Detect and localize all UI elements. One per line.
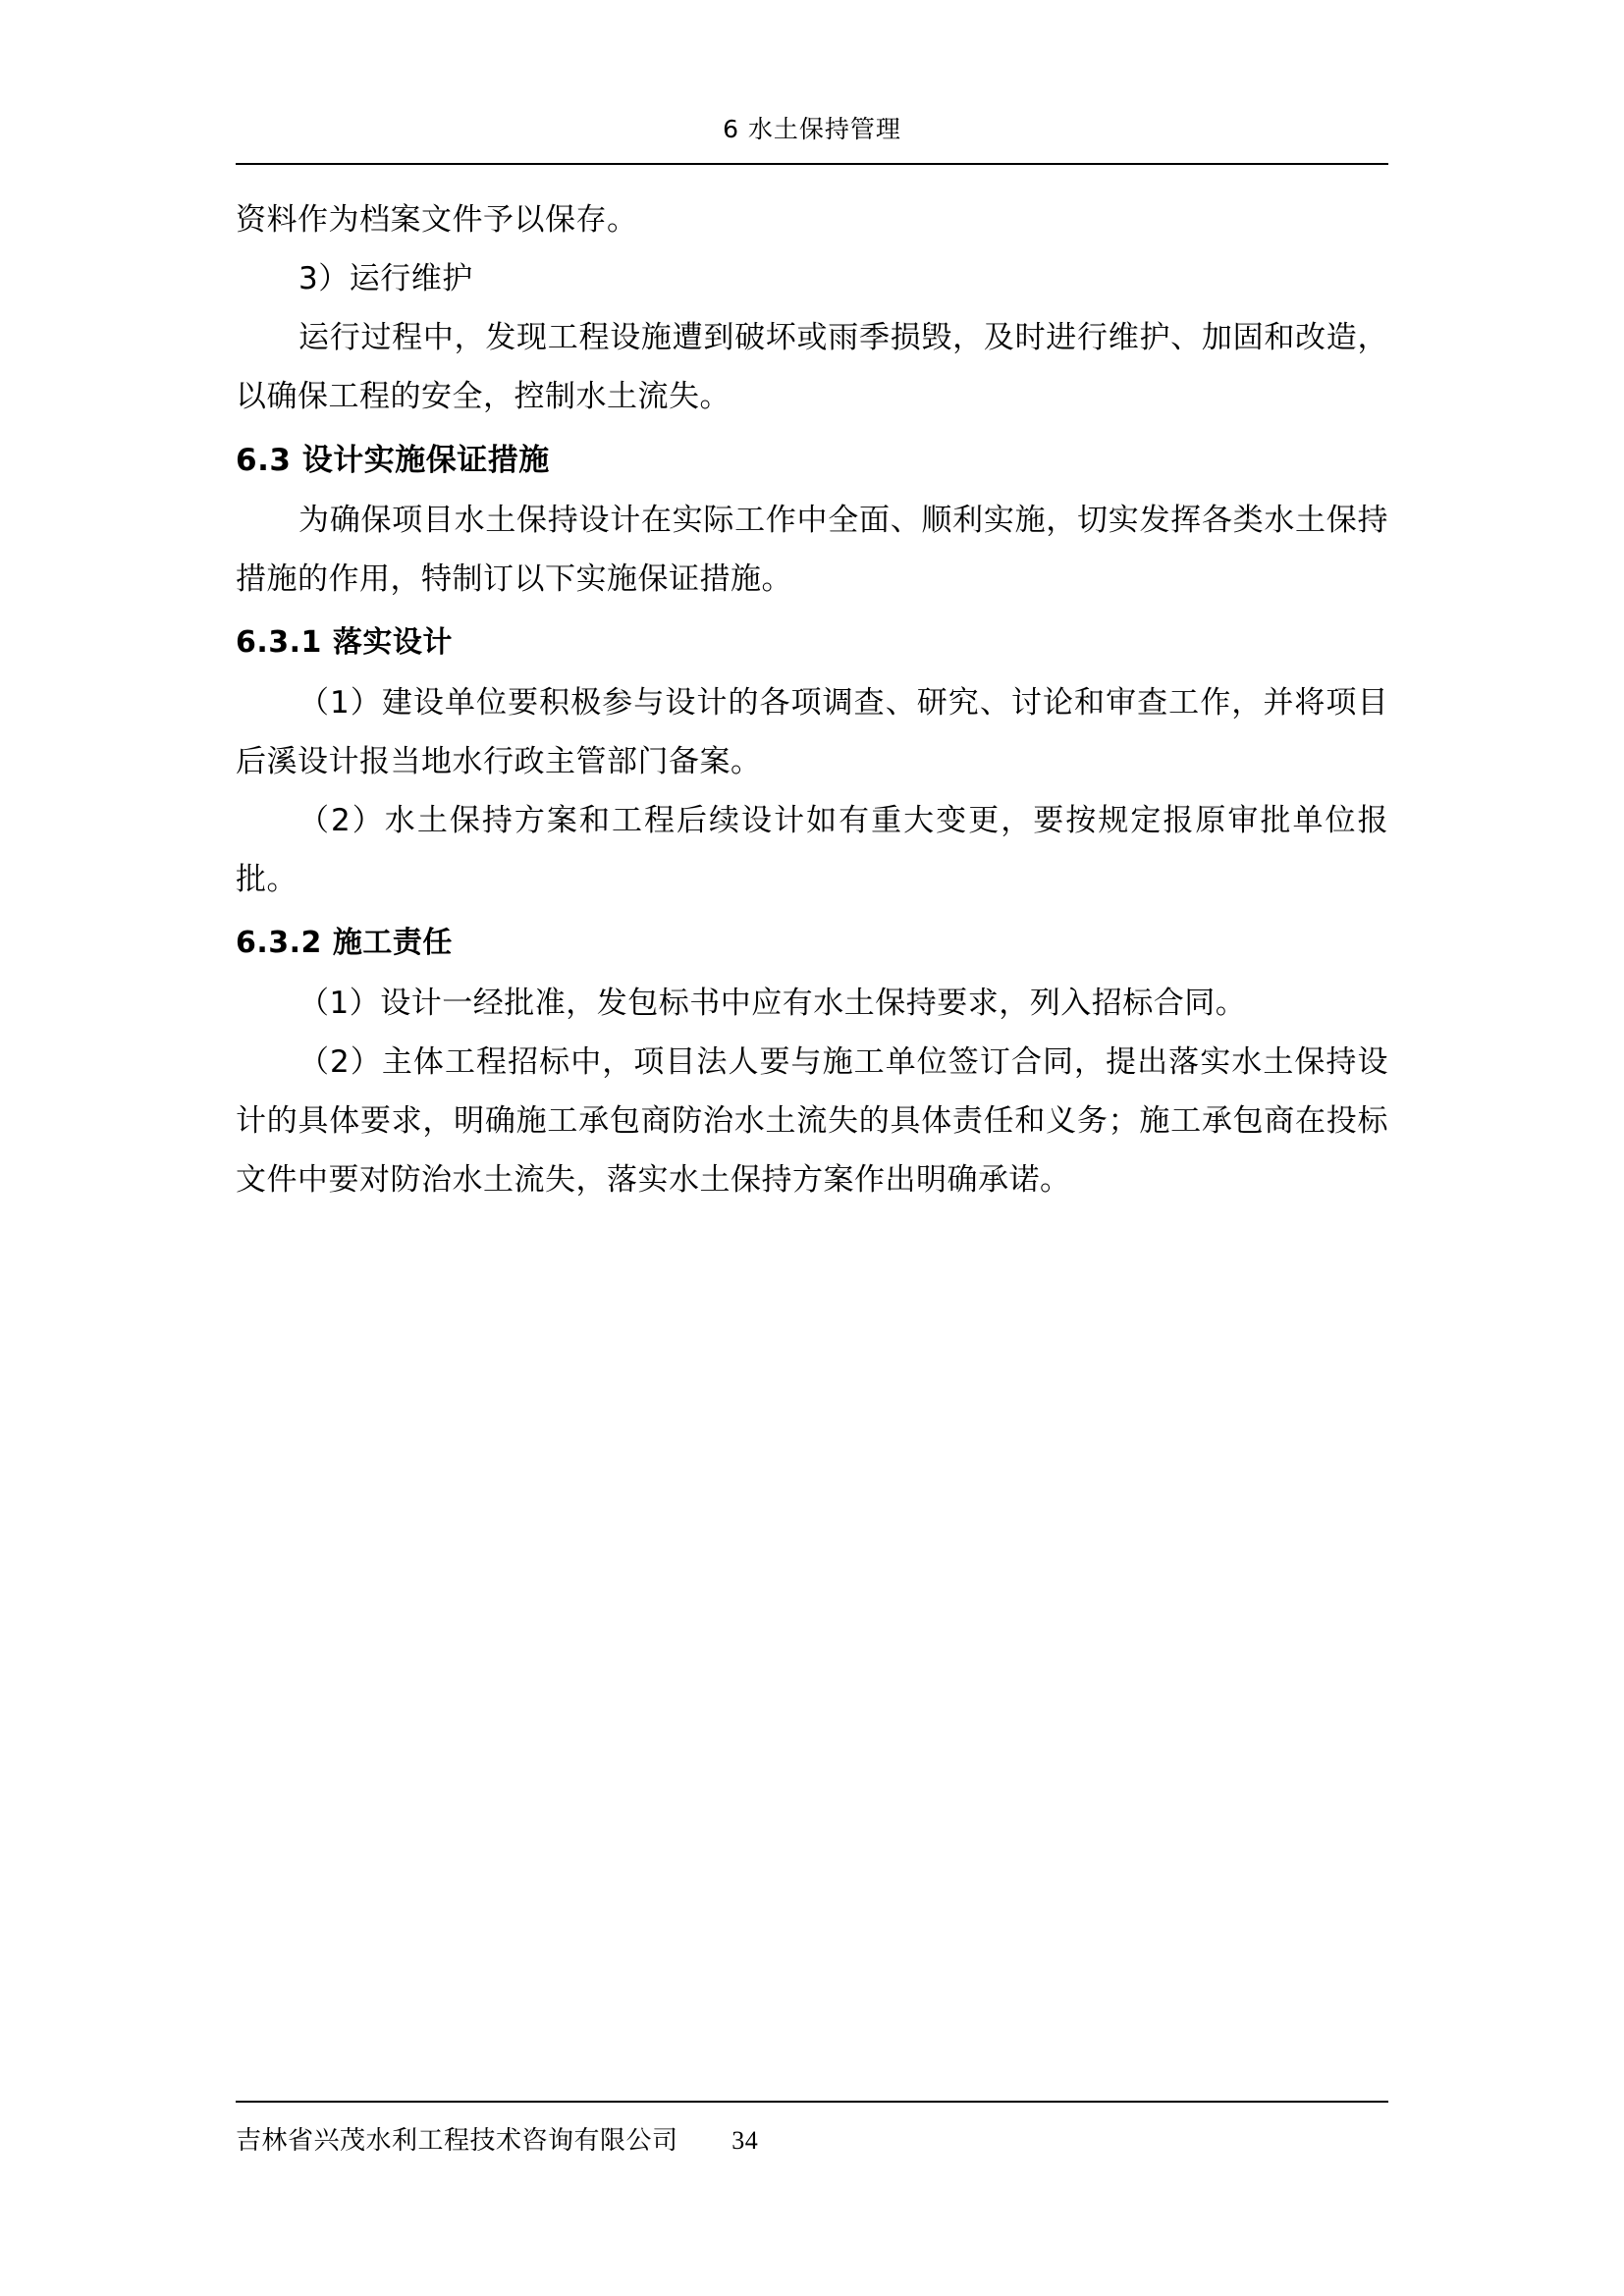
paragraph: （2）水土保持方案和工程后续设计如有重大变更，要按规定报原审批单位报批。 — [236, 803, 1388, 897]
paragraph: 3）运行维护 — [298, 261, 473, 296]
footer-divider — [236, 2101, 1388, 2103]
running-title: 6 水土保持管理 — [723, 115, 901, 143]
paragraph: （1）设计一经批准，发包标书中应有水土保持要求，列入招标合同。 — [298, 986, 1247, 1021]
paragraph: （2）主体工程招标中，项目法人要与施工单位签订合同，提出落实水土保持设计的具体要求，明确施工承包商防治水土流失的具体责任和义务；施工承包商在投标文件中要对防治水土流失，落实水土保持方案作出明确承诺。 — [236, 1044, 1388, 1198]
footer-company: 吉林省兴茂水利工程技术咨询有限公司 — [236, 2126, 678, 2156]
page-footer — [236, 2101, 1388, 2157]
section-heading-6-3: 6.3 设计实施保证措施 — [236, 443, 550, 478]
paragraph: （1）建设单位要积极参与设计的各项调查、研究、讨论和审查工作，并将项目后溪设计报当地水行政主管部门备案。 — [236, 685, 1388, 779]
section-heading-6-3-1: 6.3.1 落实设计 — [236, 625, 453, 660]
page-header — [236, 0, 1388, 145]
section-heading-6-3-2: 6.3.2 施工责任 — [236, 926, 453, 960]
paragraph: 运行过程中，发现工程设施遭到破坏或雨季损毁，及时进行维护、加固和改造，以确保工程的安全，控制水土流失。 — [236, 320, 1388, 414]
page-number: 34 — [731, 2126, 759, 2155]
footer-text — [236, 2120, 1388, 2157]
paragraph: 资料作为档案文件予以保存。 — [236, 202, 638, 238]
paragraph: 为确保项目水土保持设计在实际工作中全面、顺利实施，切实发挥各类水土保持措施的作用，特制订以下实施保证措施。 — [236, 503, 1388, 597]
page-content — [236, 165, 1388, 1209]
